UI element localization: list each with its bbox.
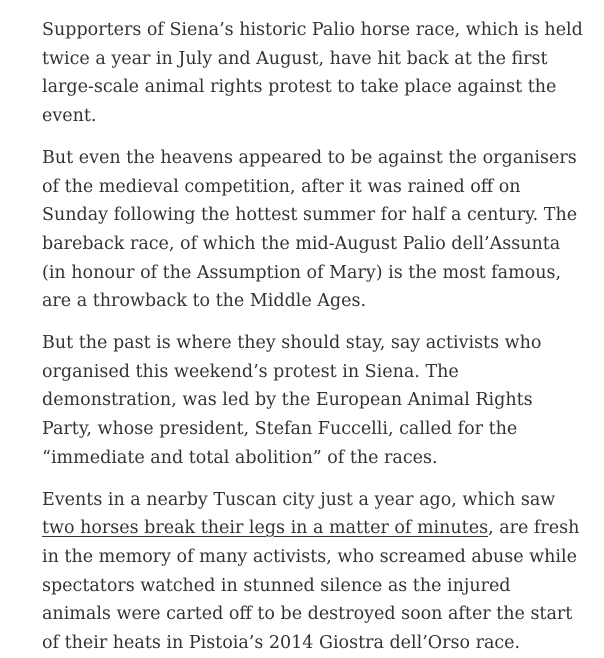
paragraph-3: But the past is where they should stay, say activists who organised this weekend’s protest in Siena. The demonstration, was led by the European Animal Rights Party, whose president, Stefan Fuccelli, called for the “immediate and total abolition” of the races. bbox=[42, 333, 542, 468]
paragraph-1: Supporters of Siena’s historic Palio horse race, which is held twice a year in July and August, have hit back at the first large-scale animal rights protest to take place against the event. bbox=[42, 20, 583, 127]
paragraph-4-text-before-link: Events in a nearby Tuscan city just a year ago, which saw bbox=[42, 489, 556, 510]
horses-break-legs-link[interactable]: two horses break their legs in a matter of minutes bbox=[42, 518, 489, 539]
paragraph-4 bbox=[42, 486, 584, 658]
paragraph-4-text-after-link: , are fresh in the memory of many activists, who screamed abuse while spectators watched in stunned silence as the injured animals were carted off to be destroyed soon after the start of their heats in Pistoia’s 2014 Giostra dell’Orso race. bbox=[42, 518, 580, 654]
paragraph-2: But even the heavens appeared to be against the organisers of the medieval competition, after it was rained off on Sunday following the hottest summer for half a century. The bareback race, of which the mid-August Palio dell’Assunta (in honour of the Assumption of Mary) is the most famous, are a throwback to the Middle Ages. bbox=[42, 147, 578, 312]
